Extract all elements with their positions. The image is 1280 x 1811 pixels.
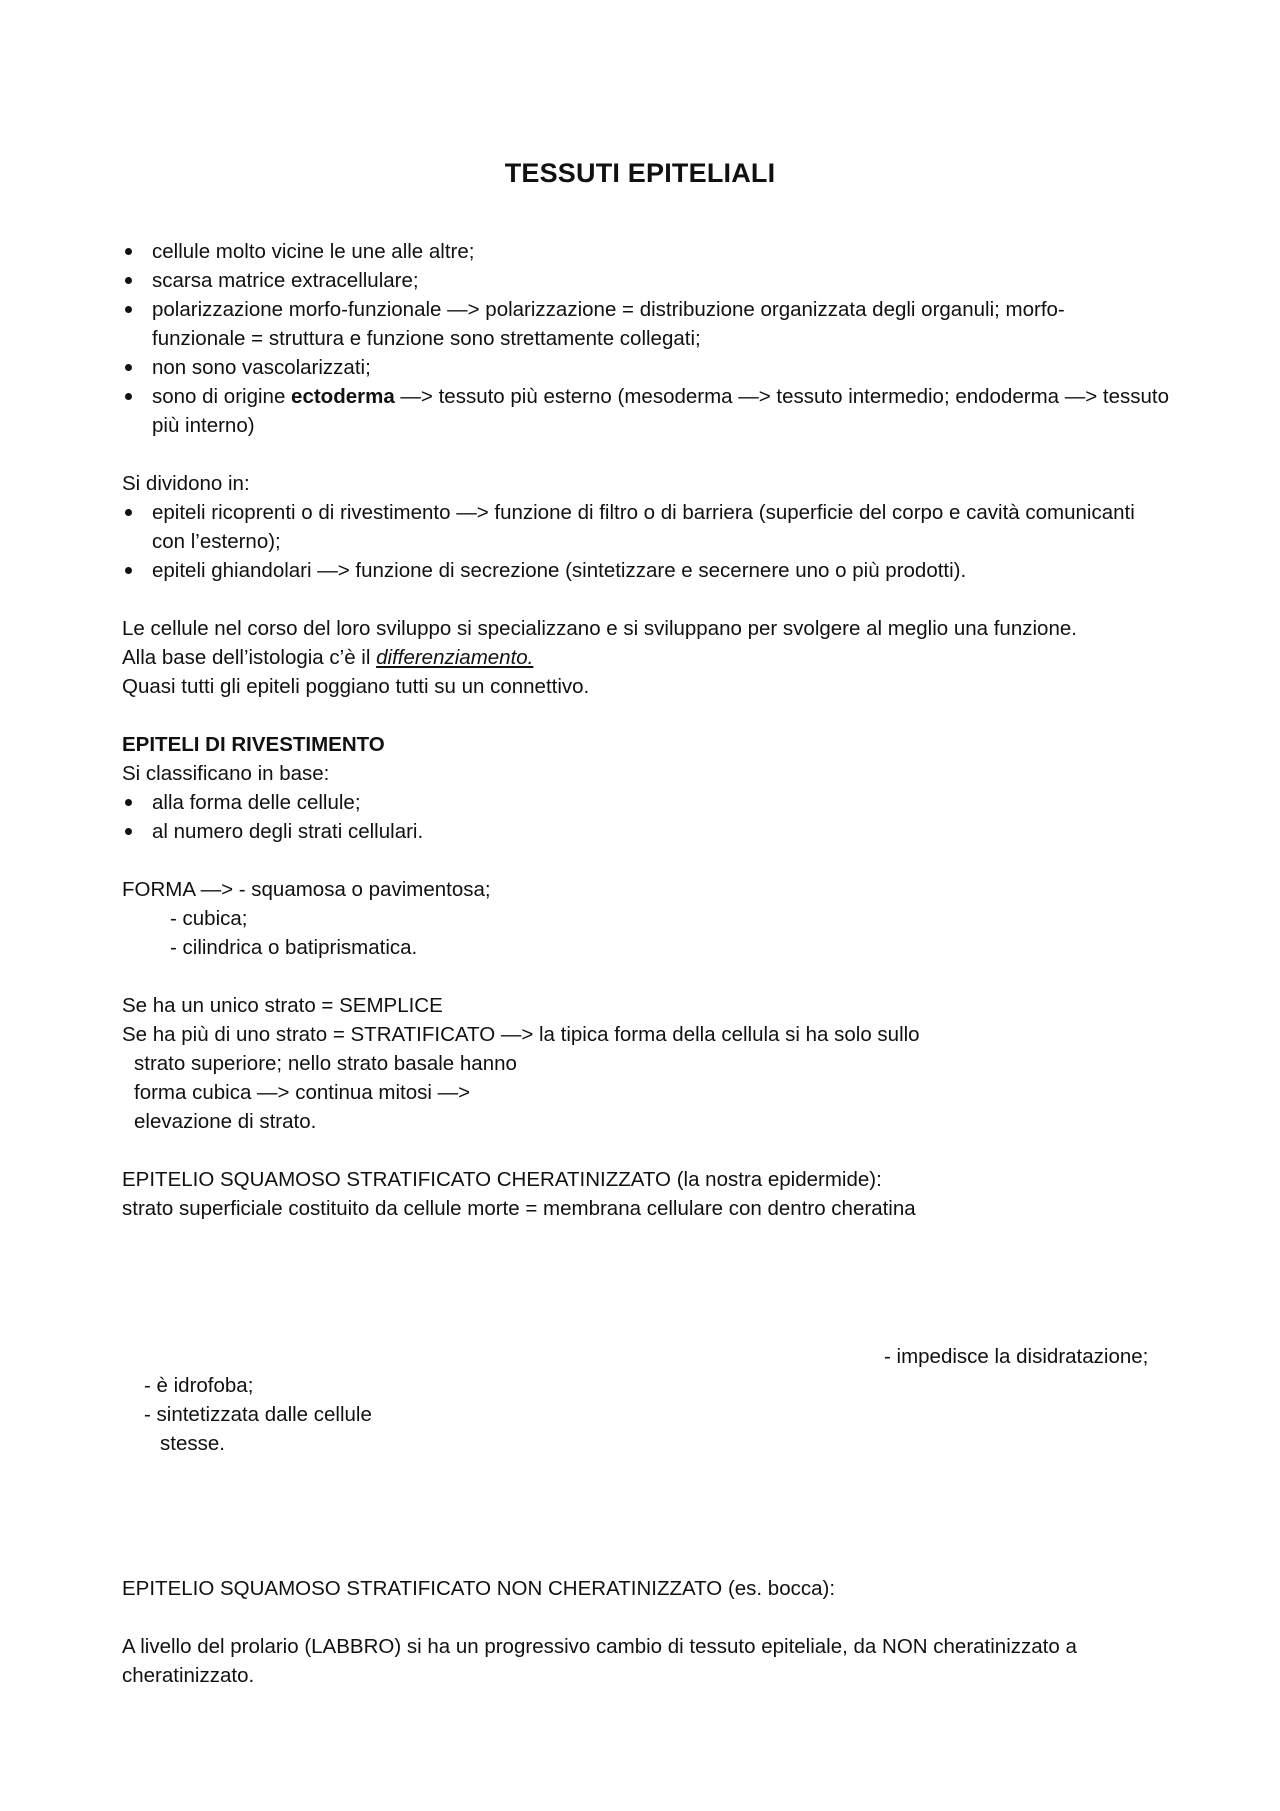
strati-line: strato superiore; nello strato basale hanno [134,1052,517,1075]
list-item: cellule molto vicine le une alle altre; [122,237,1172,266]
cheratina-note-left: - è idrofoba; [144,1374,254,1397]
specialization-emphasis: differenziamento. [376,646,534,669]
specialization-text: Alla base dell’istologia c’è il [122,646,377,669]
forma-line: - cubica; [170,907,248,930]
cheratina-note-left: - sintetizzata dalle cellule [144,1403,372,1426]
origin-before: sono di origine [152,385,292,408]
list-item: epiteli ricoprenti o di rivestimento —> funzione di filtro o di barriera (superficie del corpo e cavità comunicanti con l’esterno); [122,498,1142,556]
strati-line: Se ha un unico strato = SEMPLICE [122,994,443,1017]
cheratina-note-right: - impedisce la disidratazione; [884,1345,1149,1368]
specialization-line [122,643,1172,672]
strati-line: Se ha più di uno strato = STRATIFICATO —> la tipica forma della cellula si ha solo sullo [122,1023,920,1046]
list-item-origin [122,382,1172,440]
origin-bold: ectoderma [291,385,395,408]
page-title: TESSUTI EPITELIALI [504,158,776,188]
list-item: alla forma delle cellule; [122,788,1172,817]
list-item: polarizzazione morfo-funzionale —> polarizzazione = distribuzione organizzata degli organuli; morfo-funzionale = struttura e funzione sono strettamente collegati; [122,295,1152,353]
specialization-line: Le cellule nel corso del loro sviluppo si specializzano e si sviluppano per svolgere al meglio una funzione. [122,617,1077,640]
list-item: scarsa matrice extracellulare; [122,266,1172,295]
non-cheratinizzato-section [122,1574,1172,1690]
list-item: non sono vascolarizzati; [122,353,1172,382]
origin-after: —> tessuto più esterno (mesoderma —> tessuto intermedio; endoderma —> tessuto più interno) [152,385,1169,437]
cheratina-note-left: stesse. [160,1432,225,1455]
section-heading-rivestimento: EPITELI DI RIVESTIMENTO [122,733,385,756]
cheratinizzato-text: strato superficiale costituito da cellule morte = membrana cellulare con dentro cheratina [122,1197,916,1220]
forma-line: FORMA —> - squamosa o pavimentosa; [122,878,491,901]
strati-line: forma cubica —> continua mitosi —> [134,1081,471,1104]
division-intro: Si dividono in: [122,472,250,495]
list-item: al numero degli strati cellulari. [122,817,1172,846]
list-item: epiteli ghiandolari —> funzione di secrezione (sintetizzare e secernere uno o più prodotti). [122,556,1172,585]
characteristics-list [122,237,1172,1223]
non-cheratinizzato-text: A livello del prolario (LABBRO) si ha un progressivo cambio di tessuto epiteliale, da NON cheratinizzato a cheratinizzato. [122,1635,1077,1687]
specialization-line: Quasi tutti gli epiteli poggiano tutti su un connettivo. [122,675,590,698]
strati-line: elevazione di strato. [134,1110,317,1133]
cheratinizzato-heading: EPITELIO SQUAMOSO STRATIFICATO CHERATINIZZATO (la nostra epidermide): [122,1168,882,1191]
rivestimento-intro: Si classificano in base: [122,762,330,785]
forma-line: - cilindrica o batiprismatica. [170,936,418,959]
non-cheratinizzato-heading: EPITELIO SQUAMOSO STRATIFICATO NON CHERATINIZZATO (es. bocca): [122,1577,836,1600]
